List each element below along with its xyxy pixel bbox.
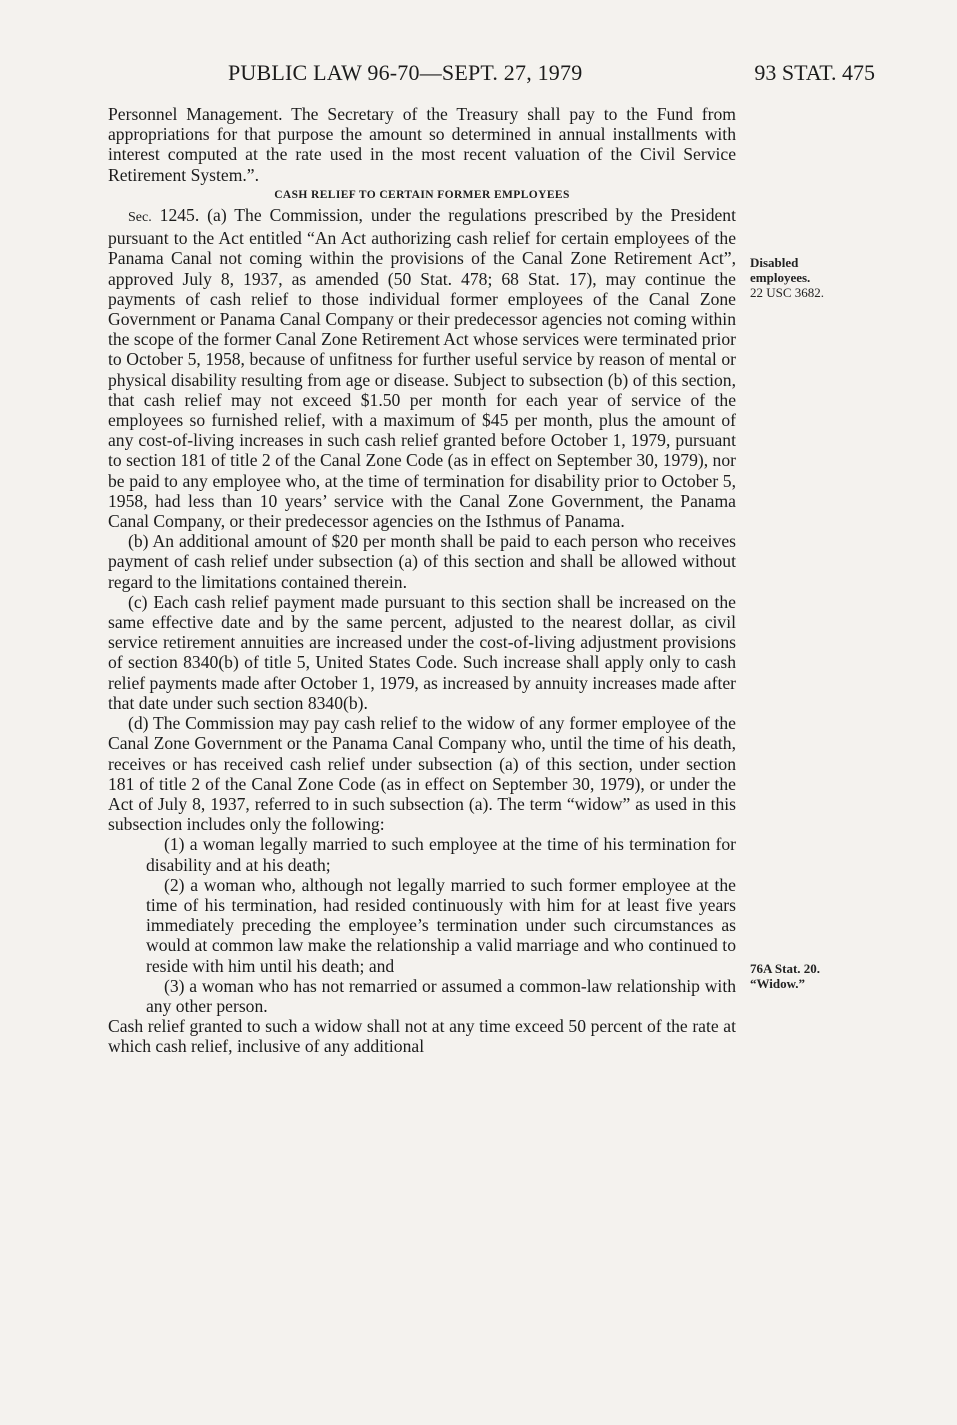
page-header	[110, 60, 875, 90]
paragraph-widow-limit: Cash relief granted to such a widow shall not at any time exceed 50 percent of the rate at which cash relief, inclusive of any additional	[108, 1016, 736, 1057]
list-item-d1: (1) a woman legally married to such employee at the time of his termination for disability and at his death;	[146, 834, 736, 875]
margin-note-line: Disabled	[750, 255, 799, 270]
paragraph-continuation: Personnel Management. The Secretary of the Treasury shall pay to the Fund from appropriations for that purpose the amount so determined in annual installments with interest computed at the rate used in the most recent valuation of the Civil Service Retirement System.”.	[108, 104, 736, 185]
section-label: Sec.	[128, 210, 152, 226]
margin-note-line: 76A Stat. 20.	[750, 961, 821, 976]
section-1245-a-text: 1245. (a) The Commission, under the regulations prescribed by the President pursuant to the Act entitled “An Act authorizing cash relief for certain employees of the Panama Canal not coming within the provisions of the Canal Zone Retirement Act”, approved July 8, 1937, as amended (50 Stat. 478; 68 Stat. 17), may continue the payments of cash relief to those individual former employees of the Canal Zone Government or Panama Canal Company or their predecessor agencies not coming within the scope of the former Canal Zone Retirement Act whose services were terminated prior to October 5, 1958, because of unfitness for further useful service by reason of mental or physical disability resulting from age or disease. Subject to subsection (b) of this section, that cash relief may not exceed $1.50 per month for each year of service of the employees so furnished relief, with a maximum of $45 per month, plus the amount of any cost-of-living increases in such cash relief granted before October 1, 1979, pursuant to section 181 of title 2 of the Canal Zone Code (as in effect on September 30, 1979), nor be paid to any employee who, at the time of termination for disability prior to October 5, 1958, had less than 10 years’ service with the Canal Zone Government, the Panama Canal Company, or their predecessor agencies on the Isthmus of Panama.	[108, 205, 737, 532]
margin-note-widow	[750, 961, 820, 991]
list-item-d3: (3) a woman who has not remarried or assumed a common-law relationship with any other person.	[146, 975, 736, 1016]
document-body	[108, 104, 736, 1057]
paragraph-subsection-b: (b) An additional amount of $20 per month shall be paid to each person who receives payment of cash relief under subsection (a) of this section and shall be allowed without regard to the limitations contained therein.	[108, 531, 736, 592]
statute-page-number: 93 STAT. 475	[754, 60, 875, 85]
page-header-title: PUBLIC LAW 96-70—SEPT. 27, 1979	[228, 60, 583, 85]
paragraph-section-1245-a	[108, 205, 736, 531]
paragraph-subsection-c: (c) Each cash relief payment made pursuant to this section shall be increased on the same effective date and by the same percent, adjusted to the nearest dollar, as civil service retirement annuities are increased under the cost-of-living adjustment provisions of section 8340(b) of title 5, United States Code. Such increase shall apply only to cash relief payments made after October 1, 1979, as increased by annuity increases made after that date under such section 8340(b).	[108, 591, 736, 713]
paragraph-subsection-d: (d) The Commission may pay cash relief to the widow of any former employee of the Canal Zone Government or the Panama Canal Company who, until the time of his death, receives or has received cash relief under subsection (a) of this section, under section 181 of title 2 of the Canal Zone Code (as in effect on September 30, 1979), or under the Act of July 8, 1937, referred to in such subsection (a). The term “widow” as used in this subsection includes only the following:	[108, 713, 736, 835]
list-item-d2: (2) a woman who, although not legally married to such former employee at the time of his termination, had resided continuously with him for at least five years immediately preceding the employee’s termination under such circumstances as would at common law make the relationship a valid marriage and who continued to reside with him until his death; and	[146, 874, 736, 976]
section-heading: CASH RELIEF TO CERTAIN FORMER EMPLOYEES	[274, 188, 570, 201]
margin-note-disabled-employees	[750, 255, 824, 300]
margin-note-line: 22 USC 3682.	[750, 285, 825, 300]
margin-note-line: “Widow.”	[750, 976, 806, 991]
margin-note-line: employees.	[750, 270, 811, 285]
